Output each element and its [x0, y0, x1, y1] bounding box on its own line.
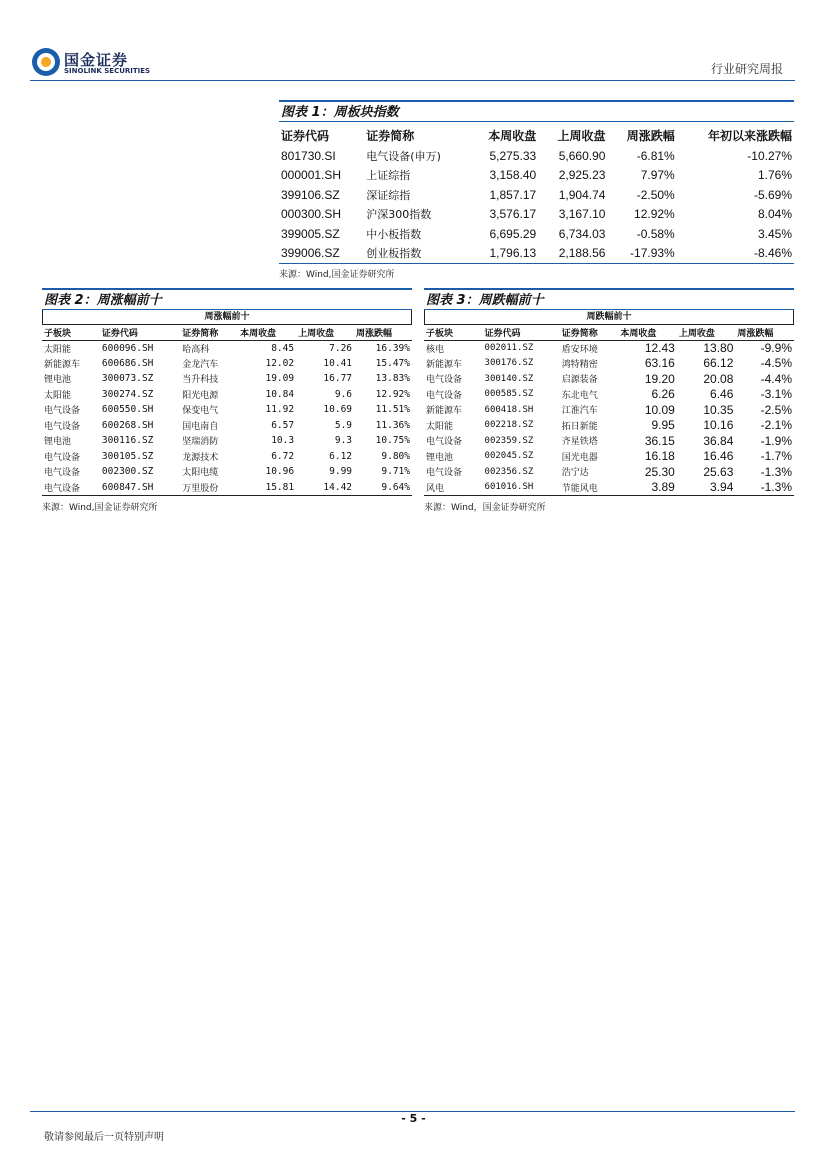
table-cell: 6.26 — [651, 387, 675, 402]
table-cell: 10.35 — [703, 402, 734, 417]
table-cell: 3.89 — [618, 480, 677, 496]
table-cell: 9.64% — [354, 480, 412, 496]
table-cell: 300176.SZ — [484, 358, 534, 369]
table-row — [42, 371, 412, 387]
table-cell: 齐星铁塔 — [561, 437, 598, 448]
table-header-row — [424, 325, 794, 340]
table-cell: 9.71% — [381, 466, 410, 478]
report-type: 行业研究周报 — [710, 62, 783, 76]
table-cell: 12.02 — [265, 357, 295, 369]
table-cell: -10.27% — [747, 148, 792, 163]
table-cell: 19.09 — [265, 373, 295, 385]
page-number: - 5 - — [401, 1112, 426, 1125]
table-cell: 002011.SZ — [484, 343, 534, 353]
column-header: 证券简称 — [560, 325, 619, 340]
table-cell: 电气设备 — [426, 375, 463, 386]
table-cell: 600550.SH — [101, 404, 154, 416]
table-row — [42, 480, 412, 496]
figure-3 — [424, 288, 794, 513]
table-cell: 太阳能 — [44, 390, 72, 401]
table-cell: 12.92% — [634, 207, 675, 222]
column-header: 周涨跌幅 — [354, 325, 412, 340]
table-row — [42, 402, 412, 418]
table-cell: -3.1% — [760, 387, 792, 402]
table-cell: -8.46% — [677, 244, 794, 264]
table-row — [424, 402, 794, 418]
table-cell: 上证综指 — [366, 169, 411, 183]
table-cell: 12.43 — [644, 341, 675, 355]
table-cell: -1.7% — [760, 449, 792, 464]
table-cell: 600686.SH — [101, 357, 154, 369]
table-row — [279, 146, 794, 166]
table-row — [424, 340, 794, 356]
table-row — [424, 464, 794, 480]
table-cell: 13.83% — [375, 373, 410, 385]
table-cell: 国光电器 — [561, 452, 598, 463]
table-cell: 6,695.29 — [489, 226, 537, 241]
table-cell: -0.58% — [636, 226, 675, 241]
table-cell: 电气设备 — [426, 468, 463, 479]
table-cell: 9.80% — [381, 450, 410, 462]
column-header: 本周收盘 — [238, 325, 296, 340]
table-cell: 002045.SZ — [484, 451, 534, 462]
table-cell: 000585.SZ — [484, 389, 534, 400]
table-row — [42, 464, 412, 480]
column-header: 本周收盘 — [488, 128, 537, 143]
table-cell: 15.47% — [375, 357, 410, 369]
table-cell: 沪深300指数 — [366, 208, 432, 222]
table-cell: -4.5% — [760, 356, 792, 371]
column-header: 上周收盘 — [557, 128, 606, 143]
column-header: 周涨跌幅 — [626, 128, 675, 143]
table-cell: -17.93% — [607, 244, 676, 264]
table-cell: 601016.SH — [483, 480, 560, 496]
table-cell: 锂电池 — [44, 437, 72, 448]
table-cell: -4.4% — [760, 371, 792, 386]
table-row — [424, 449, 794, 465]
table-cell: 10.69 — [323, 404, 353, 416]
table-cell: 新能源车 — [44, 359, 81, 370]
table-row — [424, 371, 794, 387]
table-cell: 当升科技 — [182, 375, 219, 386]
table-cell: 66.12 — [703, 356, 734, 371]
table-cell: 电气设备 — [44, 468, 81, 479]
table-cell: 3.45% — [757, 226, 792, 241]
table-cell: 电气设备 — [426, 390, 463, 401]
table-cell: 锂电池 — [44, 375, 72, 386]
table-cell: 拓日新能 — [561, 421, 598, 432]
table-cell: 1,904.74 — [558, 187, 606, 202]
table-cell: 启源装备 — [561, 375, 598, 386]
table-cell: 太阳电缆 — [182, 468, 219, 479]
table-cell: 3,167.10 — [558, 207, 606, 222]
table-cell: 锂电池 — [426, 452, 454, 463]
column-header: 子板块 — [42, 325, 100, 340]
disclaimer-text: 敬请参阅最后一页特别声明 — [44, 1132, 164, 1143]
column-header: 上周收盘 — [677, 325, 736, 340]
table-cell: 6,734.03 — [558, 226, 606, 241]
figure-2 — [42, 288, 412, 513]
table-cell: 801730.SI — [281, 148, 336, 163]
table-cell: 新能源车 — [426, 406, 463, 417]
top-gainers-table — [42, 325, 412, 496]
table-cell: 江淮汽车 — [561, 406, 598, 417]
table-cell: 2,925.23 — [558, 168, 606, 183]
figure-3-subheader: 周跌幅前十 — [424, 310, 794, 325]
logo-icon — [32, 48, 60, 76]
table-cell: 15.81 — [238, 480, 296, 496]
table-cell: 300073.SZ — [101, 373, 154, 385]
table-cell: 300140.SZ — [484, 373, 534, 384]
table-cell: 10.41 — [323, 357, 353, 369]
table-cell: 399005.SZ — [281, 226, 340, 241]
table-cell: 8.04% — [757, 207, 792, 222]
table-cell: 9.3 — [334, 435, 353, 447]
table-cell: 深证综指 — [366, 188, 411, 202]
table-cell: 金龙汽车 — [182, 359, 219, 370]
table-cell: -6.81% — [636, 148, 675, 163]
table-row — [279, 185, 794, 205]
column-header: 证券简称 — [366, 128, 415, 143]
figure-1 — [279, 100, 794, 280]
table-cell: 10.3 — [271, 435, 295, 447]
table-header-row — [42, 325, 412, 340]
top-losers-table — [424, 325, 794, 496]
table-cell: 电气设备 — [426, 437, 463, 448]
table-cell: 600847.SH — [100, 480, 180, 496]
table-cell: 000001.SH — [281, 168, 342, 183]
table-cell: 2,188.56 — [538, 244, 607, 264]
table-cell: 3.94 — [677, 480, 736, 496]
figure-2-subheader: 周涨幅前十 — [42, 310, 412, 325]
table-cell: 5,660.90 — [558, 148, 606, 163]
table-cell: 300274.SZ — [101, 388, 154, 400]
table-cell: 10.84 — [265, 388, 295, 400]
table-cell: 16.18 — [644, 449, 675, 464]
header-divider — [30, 80, 795, 81]
table-cell: -2.50% — [636, 187, 675, 202]
table-row — [42, 356, 412, 372]
table-cell: 13.80 — [703, 341, 734, 355]
table-cell: 12.92% — [375, 388, 410, 400]
table-cell: 电气设备 — [42, 480, 100, 496]
table-cell: 16.77 — [323, 373, 353, 385]
table-cell: 1,796.13 — [469, 244, 538, 264]
column-header: 子板块 — [424, 325, 483, 340]
table-row — [42, 418, 412, 434]
table-cell: 11.36% — [375, 419, 410, 431]
table-row — [42, 449, 412, 465]
table-cell: 10.75% — [375, 435, 410, 447]
figure-1-title: 图表 1：周板块指数 — [279, 100, 794, 122]
table-cell: -9.9% — [760, 341, 792, 355]
column-header: 证券简称 — [180, 325, 238, 340]
table-cell: 10.09 — [644, 402, 675, 417]
table-row — [424, 480, 794, 496]
table-row — [424, 418, 794, 434]
figure-2-title: 图表 2：周涨幅前十 — [42, 288, 412, 310]
table-cell: 25.63 — [703, 464, 734, 479]
table-cell: 中小板指数 — [366, 227, 422, 241]
table-cell: 9.95 — [651, 418, 675, 433]
figure-2-source: 来源：Wind,国金证券研究所 — [42, 502, 158, 513]
table-cell: 002359.SZ — [484, 435, 534, 446]
table-cell: 399106.SZ — [281, 187, 340, 202]
table-cell: 东北电气 — [561, 390, 598, 401]
table-row — [279, 244, 794, 264]
table-cell: 5,275.33 — [489, 148, 537, 163]
table-cell: 002218.SZ — [484, 420, 534, 431]
table-cell: 电气设备 — [44, 421, 81, 432]
table-cell: 11.92 — [265, 404, 295, 416]
table-cell: 新能源车 — [426, 359, 463, 370]
table-cell: 10.96 — [265, 466, 295, 478]
table-cell: 10.16 — [703, 418, 734, 433]
table-cell: -1.3% — [760, 464, 792, 479]
column-header: 本周收盘 — [618, 325, 677, 340]
table-cell: 坚瑞消防 — [182, 437, 219, 448]
table-cell: 36.15 — [644, 433, 675, 448]
table-row — [279, 224, 794, 244]
table-row — [42, 340, 412, 356]
table-cell: 36.84 — [703, 433, 734, 448]
table-row — [424, 356, 794, 372]
table-cell: 7.97% — [640, 168, 675, 183]
table-header-row — [279, 124, 794, 146]
figure-1-source: 来源：Wind,国金证券研究所 — [279, 269, 395, 280]
table-cell: 19.20 — [644, 371, 675, 386]
figure-3-source: 来源：Wind，国金证券研究所 — [424, 502, 546, 513]
table-cell: 9.6 — [334, 388, 353, 400]
logo-cn-text: 国金证券 — [64, 51, 129, 69]
table-cell: 国电南自 — [182, 421, 219, 432]
table-cell: 盾安环境 — [561, 344, 598, 355]
figure-3-title: 图表 3：周跌幅前十 — [424, 288, 794, 310]
table-cell: 电气设备(申万) — [366, 149, 441, 163]
table-cell: 保变电气 — [182, 406, 219, 417]
table-cell: 25.30 — [644, 464, 675, 479]
table-cell: 7.26 — [329, 342, 353, 354]
column-header: 证券代码 — [281, 128, 330, 143]
table-cell: 63.16 — [644, 356, 675, 371]
table-cell: 20.08 — [703, 371, 734, 386]
table-cell: 5.9 — [334, 419, 353, 431]
company-logo — [32, 48, 152, 78]
table-cell: 电气设备 — [44, 452, 81, 463]
table-cell: 节能风电 — [560, 480, 619, 496]
table-cell: 14.42 — [296, 480, 354, 496]
column-header: 证券代码 — [100, 325, 180, 340]
table-cell: 3,576.17 — [489, 207, 537, 222]
column-header: 上周收盘 — [296, 325, 354, 340]
table-cell: 16.46 — [703, 449, 734, 464]
table-cell: 哈高科 — [182, 344, 210, 355]
table-cell: 核电 — [426, 344, 445, 355]
table-cell: 000300.SH — [281, 207, 342, 222]
table-cell: 风电 — [424, 480, 483, 496]
sector-index-table — [279, 124, 794, 264]
table-cell: 3,158.40 — [489, 168, 537, 183]
table-cell: 鸿特精密 — [561, 359, 598, 370]
table-cell: -1.9% — [760, 433, 792, 448]
column-header: 周涨跌幅 — [735, 325, 794, 340]
table-cell: 6.72 — [271, 450, 295, 462]
table-cell: 创业板指数 — [364, 244, 469, 264]
table-cell: 6.46 — [710, 387, 734, 402]
table-cell: 浩宁达 — [561, 468, 589, 479]
table-cell: 6.12 — [329, 450, 353, 462]
table-cell: 399006.SZ — [279, 244, 364, 264]
table-cell: 600268.SH — [101, 419, 154, 431]
table-cell: 002356.SZ — [484, 466, 534, 477]
table-cell: -2.1% — [760, 418, 792, 433]
table-cell: 600418.SH — [484, 404, 534, 415]
table-cell: 600096.SH — [101, 342, 154, 354]
table-cell: 6.57 — [271, 419, 295, 431]
table-cell: 万里股份 — [180, 480, 238, 496]
column-header: 年初以来涨跌幅 — [707, 128, 792, 143]
table-cell: 龙源技术 — [182, 452, 219, 463]
table-cell: 002300.SZ — [101, 466, 154, 478]
table-cell: 300105.SZ — [101, 450, 154, 462]
table-cell: 电气设备 — [44, 406, 81, 417]
logo-en-text: SINOLINK SECURITIES — [64, 67, 151, 75]
table-row — [279, 166, 794, 186]
table-cell: 8.45 — [271, 342, 295, 354]
table-cell: 阳光电源 — [182, 390, 219, 401]
table-cell: 9.99 — [329, 466, 353, 478]
table-row — [279, 205, 794, 225]
table-cell: 16.39% — [375, 342, 410, 354]
table-row — [424, 387, 794, 403]
table-cell: -5.69% — [753, 187, 792, 202]
table-cell: 1,857.17 — [489, 187, 537, 202]
table-row — [424, 433, 794, 449]
table-cell: 300116.SZ — [101, 435, 154, 447]
table-cell: 11.51% — [375, 404, 410, 416]
column-header: 证券代码 — [483, 325, 560, 340]
table-cell: 1.76% — [757, 168, 792, 183]
table-row — [42, 387, 412, 403]
table-row — [42, 433, 412, 449]
table-cell: 太阳能 — [44, 344, 72, 355]
table-cell: -2.5% — [760, 402, 792, 417]
table-cell: -1.3% — [735, 480, 794, 496]
table-cell: 太阳能 — [426, 421, 454, 432]
